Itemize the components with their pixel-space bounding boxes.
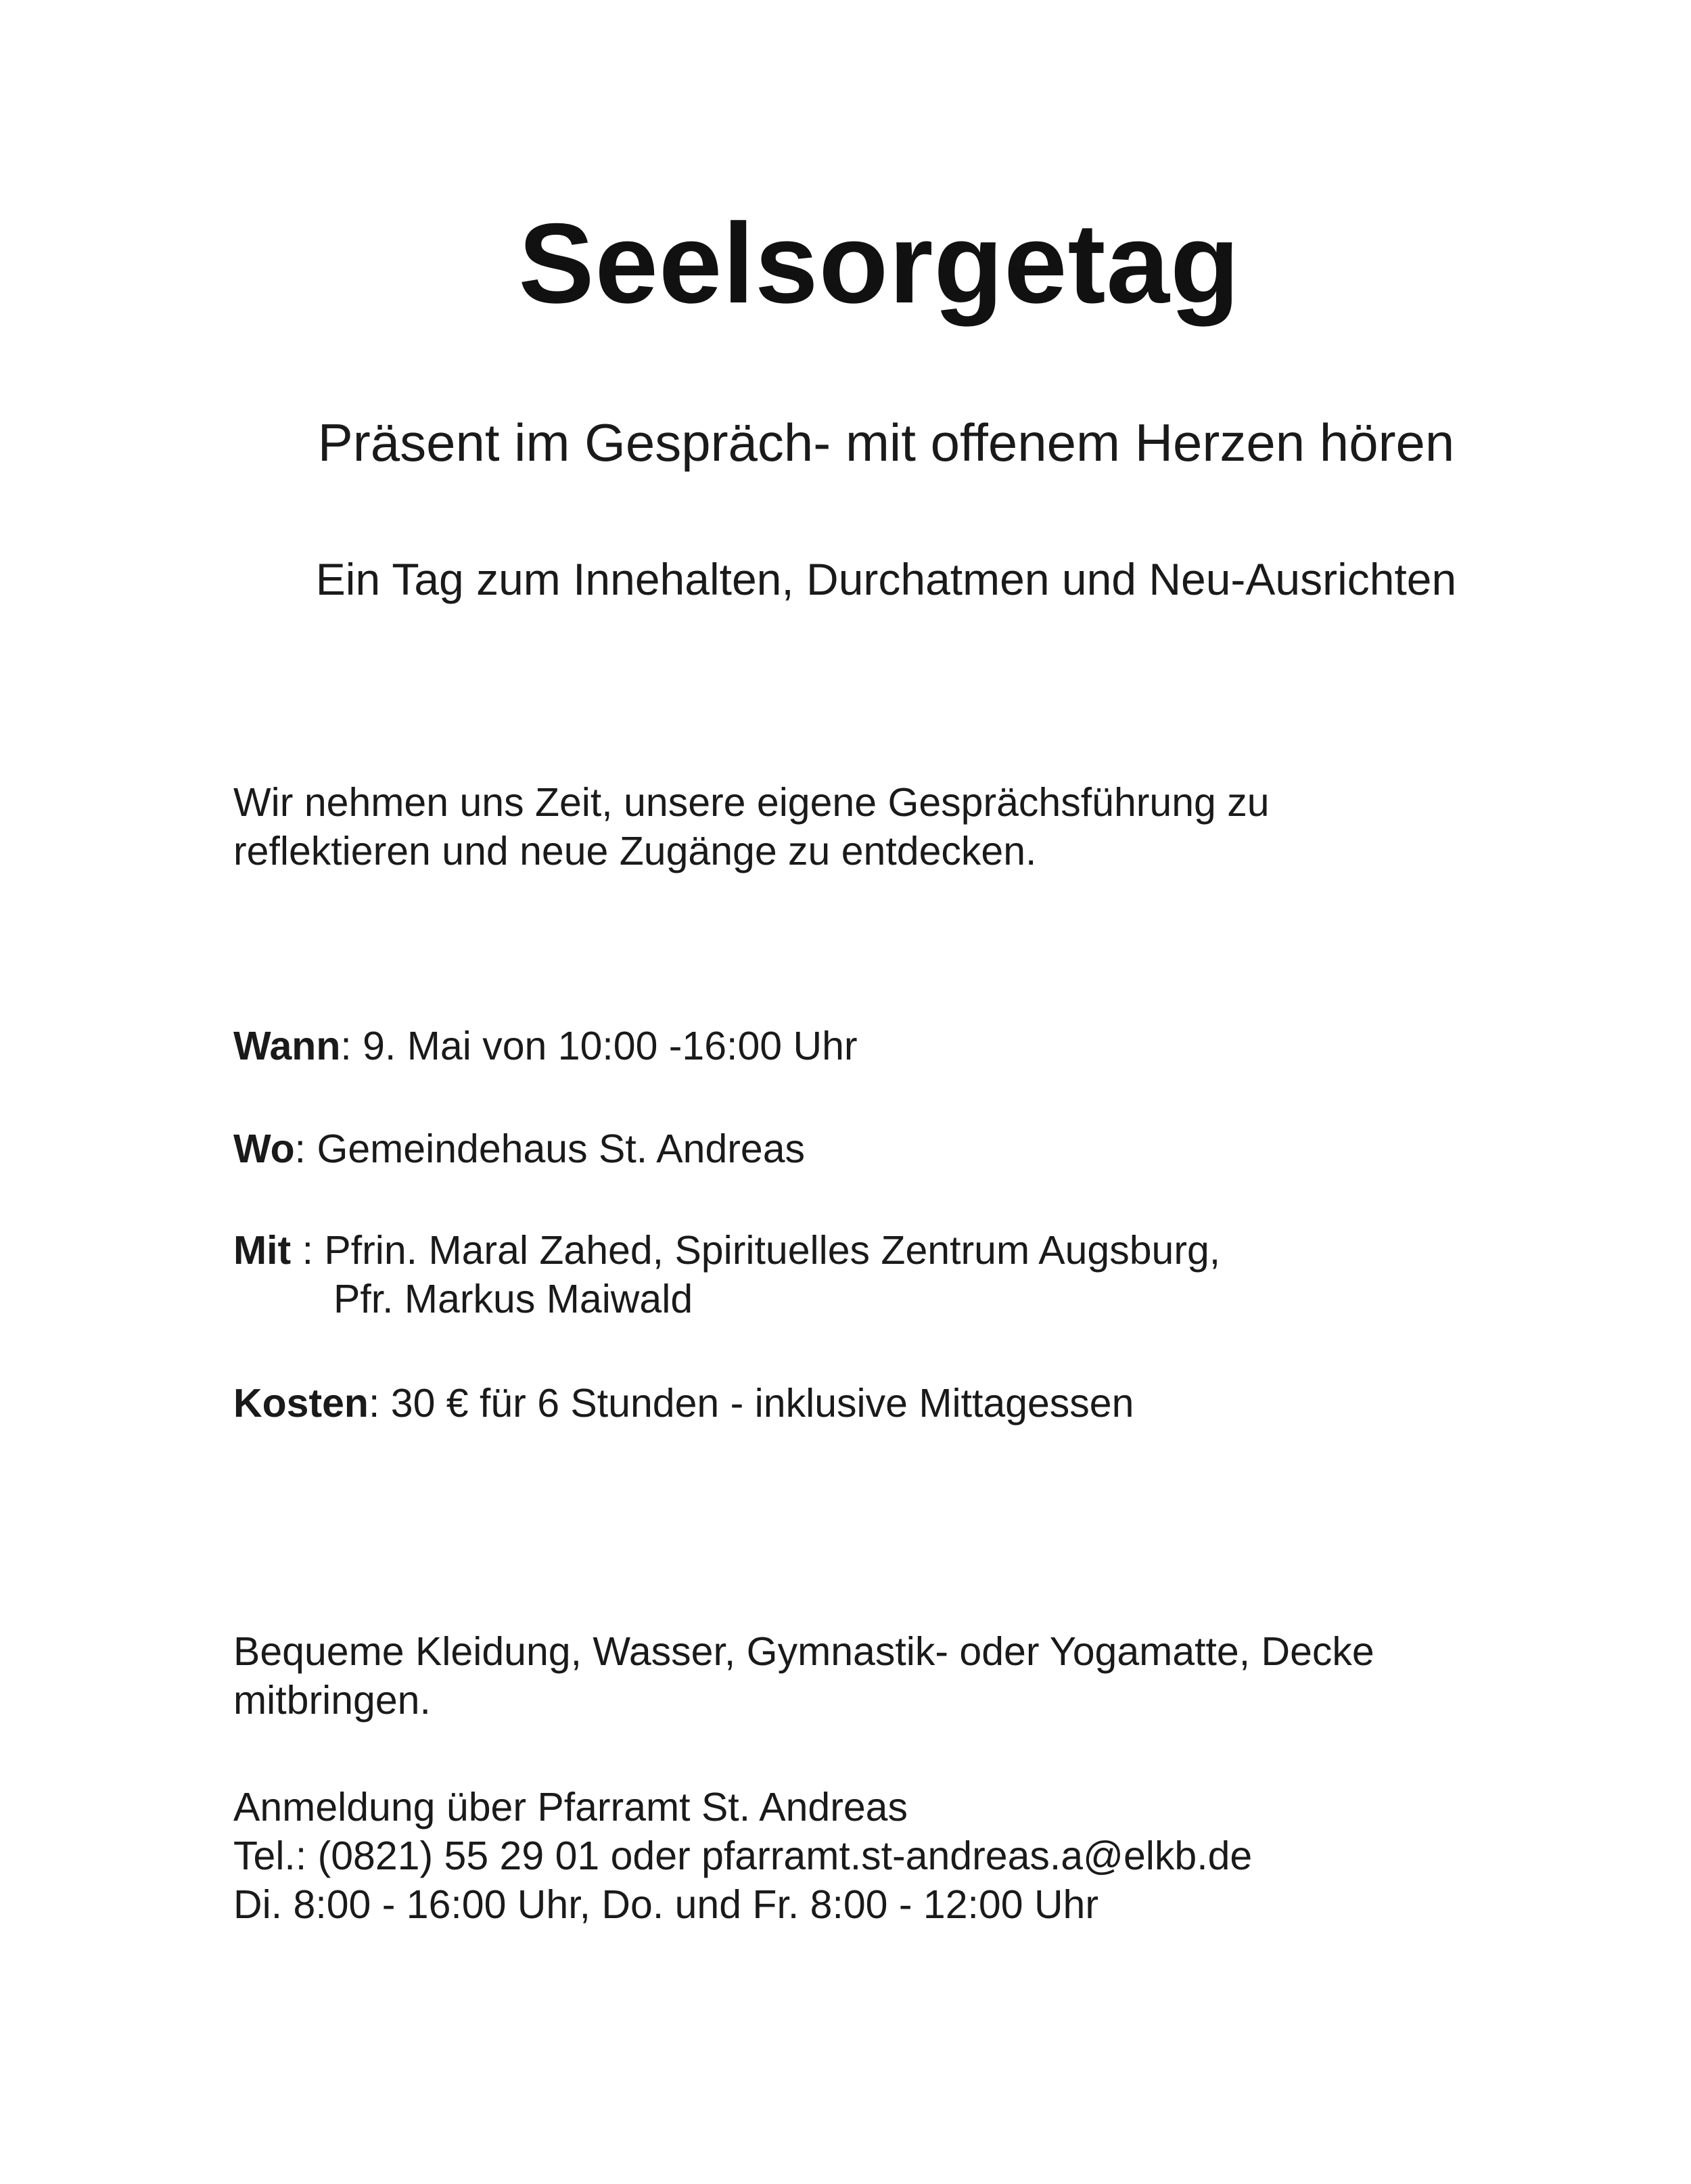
intro-line: Wir nehmen uns Zeit, unsere eigene Gesprächsführung zu [233, 780, 1270, 825]
detail-label: Mit [233, 1228, 292, 1273]
detail-label: Wo [233, 1127, 295, 1171]
detail-when [233, 1022, 1586, 1070]
detail-with [233, 1226, 1586, 1323]
intro-line: reflektieren und neue Zugänge zu entdecken. [233, 829, 1037, 873]
bring-along-note [233, 1627, 1586, 1725]
detail-value: : 30 € für 6 Stunden - inklusive Mittagessen [368, 1381, 1134, 1426]
detail-value: : Gemeindehaus St. Andreas [294, 1127, 806, 1171]
registration-line: Anmeldung über Pfarramt St. Andreas [233, 1785, 908, 1829]
bring-line: mitbringen. [233, 1678, 431, 1723]
detail-cost [233, 1379, 1586, 1428]
page-title: Seelsorgetag [518, 200, 1241, 327]
intro-paragraph [233, 778, 1586, 875]
tagline: Ein Tag zum Innehalten, Durchatmen und Neu-Ausrichten [315, 554, 1457, 604]
detail-value: : 9. Mai von 10:00 -16:00 Uhr [340, 1024, 858, 1068]
detail-where [233, 1124, 1586, 1173]
registration-hours: Di. 8:00 - 16:00 Uhr, Do. und Fr. 8:00 - 12:00 Uhr [233, 1882, 1099, 1927]
bring-line: Bequeme Kleidung, Wasser, Gymnastik- oder Yogamatte, Decke [233, 1629, 1374, 1674]
detail-label: Wann [233, 1024, 341, 1068]
registration-contact: Tel.: (0821) 55 29 01 oder pfarramt.st-andreas.a@elkb.de [233, 1834, 1253, 1878]
registration-info [233, 1783, 1586, 1929]
subtitle: Präsent im Gespräch- mit offenem Herzen hören [317, 413, 1455, 472]
detail-label: Kosten [233, 1381, 369, 1426]
detail-value-continued: Pfr. Markus Maiwald [333, 1277, 693, 1321]
detail-value: : Pfrin. Maral Zahed, Spirituelles Zentrum Augsburg, [291, 1228, 1221, 1273]
